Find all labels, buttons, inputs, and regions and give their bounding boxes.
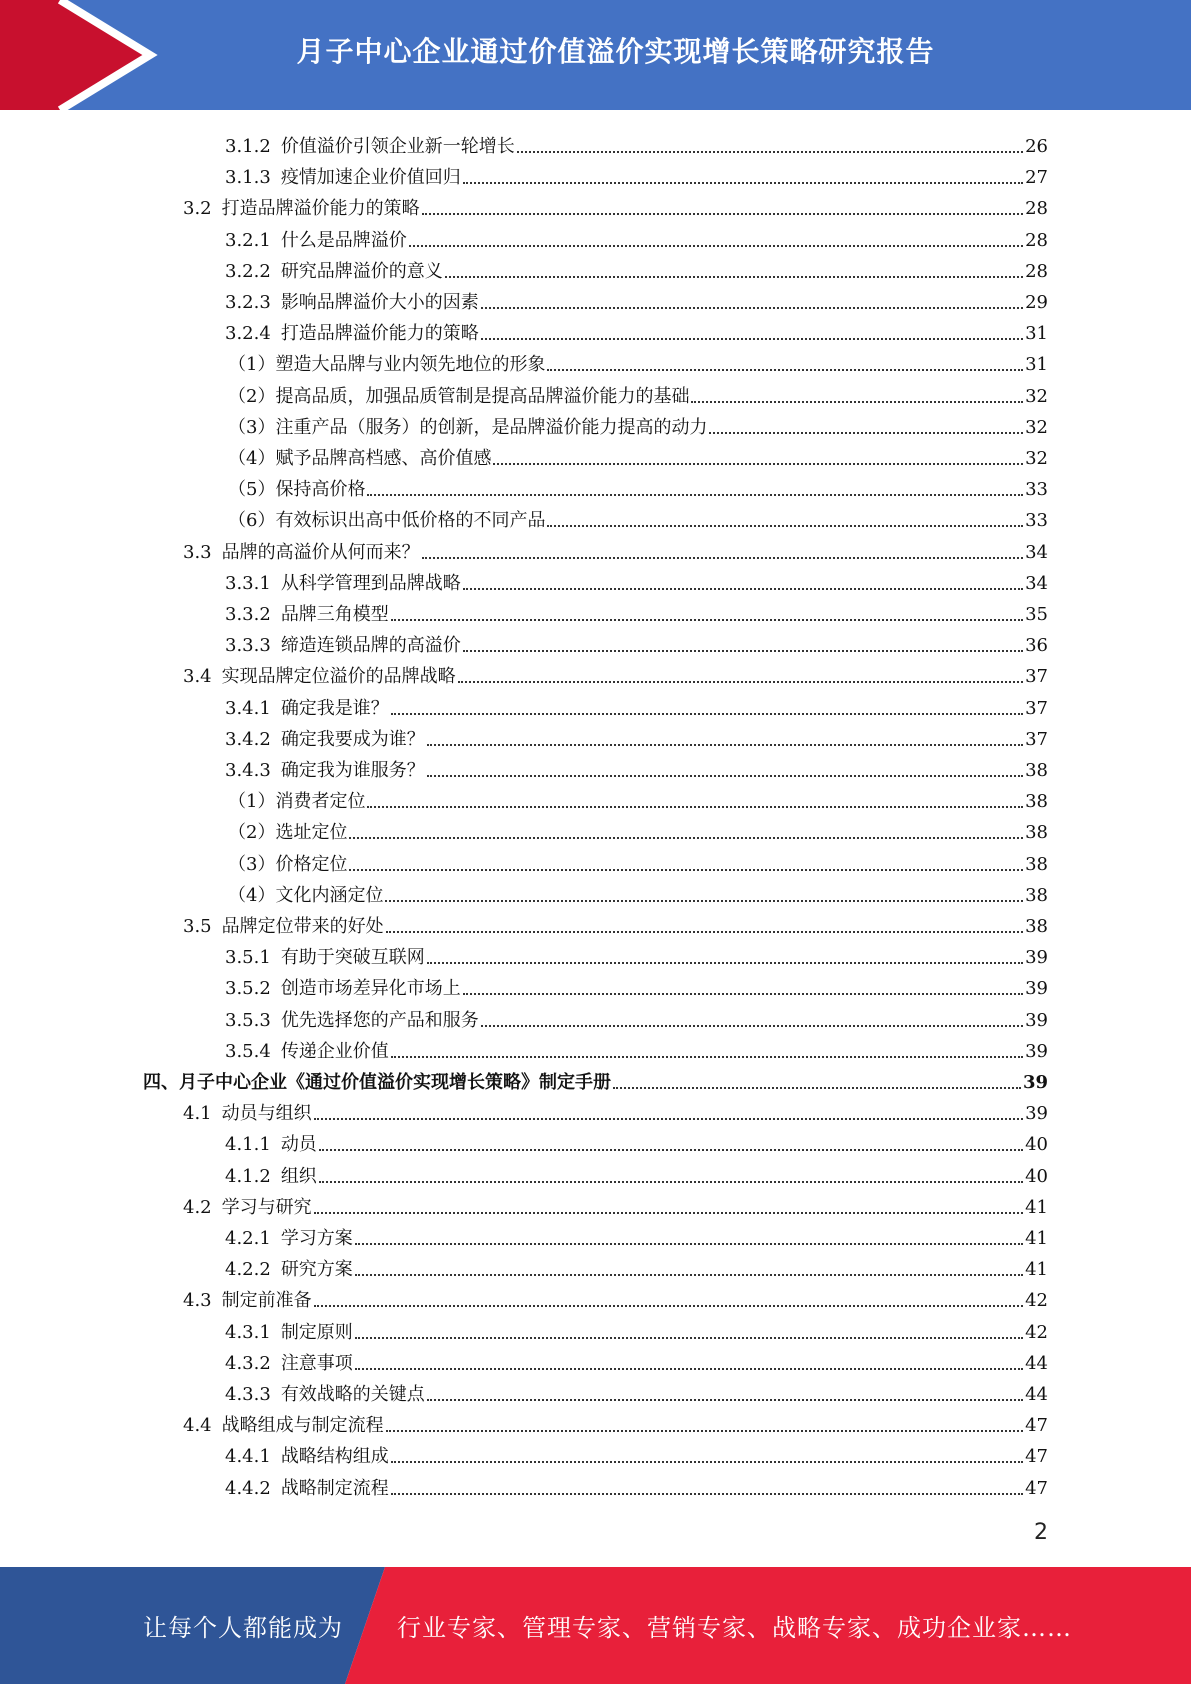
toc-entry-number: 4.1.1 — [225, 1134, 271, 1156]
toc-entry-page: 39 — [1025, 947, 1048, 969]
toc-leader-dots — [355, 1337, 1023, 1339]
toc-entry-number: 4.3.3 — [225, 1384, 271, 1405]
toc-entry[interactable] — [225, 1376, 1048, 1407]
toc-entry-title: 打造品牌溢价能力的策略 — [221, 198, 420, 220]
toc-entry-page: 40 — [1025, 1165, 1048, 1187]
toc-entry-page: 38 — [1025, 760, 1048, 781]
toc-entry-page: 47 — [1025, 1477, 1048, 1499]
toc-entry-page: 38 — [1025, 916, 1048, 937]
toc-entry-number: 4.2 — [183, 1196, 212, 1218]
toc-entry[interactable] — [225, 1314, 1048, 1345]
toc-entry-page: 28 — [1025, 198, 1048, 220]
toc-entry[interactable] — [228, 440, 1048, 471]
toc-entry-number: 3.5.3 — [225, 1009, 271, 1031]
toc-entry-page: 44 — [1025, 1384, 1048, 1405]
toc-entry-page: 34 — [1025, 572, 1048, 594]
toc-entry-page: 28 — [1025, 260, 1048, 282]
page-footer — [0, 1567, 1191, 1684]
toc-entry-title: 注意事项 — [280, 1352, 353, 1374]
toc-leader-dots — [391, 619, 1023, 621]
toc-entry-number: 3.5 — [183, 916, 212, 937]
toc-entry-page: 31 — [1025, 354, 1048, 376]
toc-leader-dots — [319, 1181, 1023, 1183]
footer-slogan-right: 行业专家、管理专家、营销专家、战略专家、成功企业家…… — [397, 1614, 1072, 1642]
toc-leader-dots — [481, 307, 1023, 309]
toc-entry-title: 打造品牌溢价能力的策略 — [280, 323, 479, 345]
toc-leader-dots — [422, 557, 1023, 559]
toc-entry-number: 4.3.1 — [225, 1321, 271, 1343]
toc-entry-title: 创造市场差异化市场上 — [280, 978, 461, 1000]
toc-entry-number: （1） — [228, 354, 276, 376]
toc-entry[interactable] — [228, 409, 1048, 440]
toc-entry-page: 28 — [1025, 229, 1048, 251]
toc-entry[interactable] — [225, 1345, 1048, 1376]
toc-entry[interactable] — [225, 1033, 1048, 1064]
toc-entry-title: 研究品牌溢价的意义 — [280, 260, 443, 282]
toc-entry-page: 34 — [1025, 541, 1048, 563]
toc-entry-title: 有效战略的关键点 — [280, 1384, 425, 1405]
toc-entry-title: 疫情加速企业价值回归 — [280, 167, 461, 189]
toc-leader-dots — [547, 525, 1023, 527]
toc-entry-number: （2） — [228, 822, 276, 844]
toc-leader-dots — [314, 1212, 1023, 1214]
toc-leader-dots — [709, 432, 1023, 434]
toc-entry-title: 确定我为谁服务？ — [280, 760, 425, 781]
toc-entry-number: （4） — [228, 448, 276, 469]
toc-entry[interactable] — [183, 658, 1048, 689]
toc-leader-dots — [367, 806, 1023, 808]
toc-leader-dots — [385, 900, 1023, 902]
toc-entry-number: 3.3.2 — [225, 604, 271, 625]
toc-entry[interactable] — [225, 1251, 1048, 1282]
toc-entry[interactable] — [183, 190, 1048, 221]
toc-entry[interactable] — [225, 721, 1048, 752]
toc-entry-page: 35 — [1025, 604, 1048, 625]
toc-leader-dots — [547, 369, 1023, 371]
toc-entry[interactable] — [225, 752, 1048, 783]
toc-entry[interactable] — [183, 1407, 1048, 1438]
toc-entry-page: 37 — [1025, 697, 1048, 719]
toc-entry-title: 品牌三角模型 — [280, 604, 389, 625]
footer-slogan-left: 让每个人都能成为 — [143, 1614, 343, 1642]
toc-leader-dots — [463, 182, 1023, 184]
toc-entry-title: 战略结构组成 — [280, 1446, 389, 1468]
toc-entry-page: 42 — [1025, 1290, 1048, 1312]
toc-entry[interactable] — [225, 159, 1048, 190]
toc-entry-page: 37 — [1025, 728, 1048, 750]
toc-entry-title: 制定原则 — [280, 1321, 353, 1343]
toc-entry-title: 消费者定位 — [275, 791, 366, 813]
toc-entry-number: 3.1.3 — [225, 167, 271, 189]
toc-entry-number: 4.2.2 — [225, 1259, 271, 1281]
toc-leader-dots — [613, 1087, 1021, 1089]
toc-entry-title: 确定我要成为谁？ — [280, 728, 425, 750]
toc-entry-page: 38 — [1025, 884, 1048, 906]
toc-entry-number: 3.1.2 — [225, 136, 271, 157]
toc-entry-number: 3.4.2 — [225, 728, 271, 750]
toc-entry-title: 优先选择您的产品和服务 — [280, 1009, 479, 1031]
toc-leader-dots — [391, 713, 1023, 715]
toc-entry[interactable] — [225, 565, 1048, 596]
toc-leader-dots — [691, 401, 1023, 403]
toc-entry-title: 战略制定流程 — [280, 1477, 389, 1499]
toc-entry[interactable] — [228, 783, 1048, 814]
toc-entry-title: 四、月子中心企业《通过价值溢价实现增长策略》制定手册 — [143, 1072, 611, 1093]
toc-entry-number: 4.4.2 — [225, 1477, 271, 1499]
toc-entry[interactable] — [225, 284, 1048, 315]
toc-leader-dots — [422, 213, 1023, 215]
toc-leader-dots — [445, 276, 1023, 278]
toc-leader-dots — [349, 869, 1023, 871]
toc-entry-number: 3.4 — [183, 666, 212, 688]
toc-leader-dots — [367, 494, 1023, 496]
toc-leader-dots — [427, 962, 1023, 964]
toc-leader-dots — [458, 681, 1023, 683]
toc-entry[interactable] — [225, 315, 1048, 346]
toc-entry-number: （3） — [228, 416, 276, 438]
toc-entry[interactable] — [225, 1126, 1048, 1157]
toc-entry-number: 3.5.1 — [225, 947, 271, 969]
toc-entry-title: 学习与研究 — [221, 1196, 312, 1218]
toc-entry[interactable] — [225, 1438, 1048, 1469]
toc-entry-page: 38 — [1025, 853, 1048, 875]
toc-entry[interactable] — [183, 1095, 1048, 1126]
toc-entry[interactable] — [228, 502, 1048, 533]
toc-entry[interactable] — [225, 1220, 1048, 1251]
toc-entry-page: 37 — [1025, 666, 1048, 688]
toc-entry[interactable] — [183, 1189, 1048, 1220]
toc-entry-page: 38 — [1025, 822, 1048, 844]
toc-entry[interactable] — [228, 846, 1048, 877]
toc-entry-page: 36 — [1025, 635, 1048, 657]
toc-entry-number: 4.4.1 — [225, 1446, 271, 1468]
toc-entry-page: 44 — [1025, 1352, 1048, 1374]
toc-entry-page: 33 — [1025, 510, 1048, 532]
toc-entry-title: 战略组成与制定流程 — [221, 1415, 384, 1437]
toc-leader-dots — [355, 1368, 1023, 1370]
toc-entry[interactable] — [225, 222, 1048, 253]
toc-leader-dots — [427, 744, 1023, 746]
toc-leader-dots — [355, 1274, 1023, 1276]
toc-entry-page: 39 — [1022, 1072, 1048, 1093]
toc-entry-number: 3.5.4 — [225, 1040, 271, 1062]
toc-entry-number: 3.2.4 — [225, 323, 271, 345]
toc-leader-dots — [391, 1056, 1023, 1058]
toc-entry[interactable] — [143, 1064, 1048, 1095]
toc-entry-page: 47 — [1025, 1446, 1048, 1468]
toc-entry-number: 3.3.3 — [225, 635, 271, 657]
toc-entry-page: 40 — [1025, 1134, 1048, 1156]
toc-entry-title: 赋予品牌高档感、高价值感 — [275, 448, 492, 469]
toc-entry-title: 塑造大品牌与业内领先地位的形象 — [275, 354, 546, 376]
toc-entry-title: 学习方案 — [280, 1228, 353, 1249]
toc-entry-title: 有助于突破互联网 — [280, 947, 425, 969]
toc-entry-number: 3.2.3 — [225, 292, 271, 313]
toc-leader-dots — [314, 1118, 1023, 1120]
toc-entry-number: 4.1 — [183, 1103, 212, 1125]
toc-entry[interactable] — [228, 877, 1048, 908]
toc-entry[interactable] — [228, 346, 1048, 377]
toc-entry-page: 41 — [1025, 1228, 1048, 1249]
toc-entry-page: 39 — [1025, 1040, 1048, 1062]
toc-leader-dots — [391, 1461, 1023, 1463]
toc-entry-title: 组织 — [280, 1165, 317, 1187]
toc-entry-page: 32 — [1025, 385, 1048, 407]
toc-entry-number: 3.3.1 — [225, 572, 271, 594]
toc-entry-title: 研究方案 — [280, 1259, 353, 1281]
toc-entry-title: 传递企业价值 — [280, 1040, 389, 1062]
toc-entry-number: 3.2.2 — [225, 260, 271, 282]
toc-entry-number: 4.3.2 — [225, 1352, 271, 1374]
toc-entry-title: 文化内涵定位 — [275, 884, 384, 906]
toc-entry-page: 39 — [1025, 1009, 1048, 1031]
report-title: 月子中心企业通过价值溢价实现增长策略研究报告 — [296, 35, 935, 68]
page-header — [0, 0, 1191, 110]
toc-leader-dots — [349, 837, 1023, 839]
toc-entry[interactable] — [183, 1282, 1048, 1313]
toc-entry-title: 保持高价格 — [275, 479, 366, 501]
toc-leader-dots — [386, 931, 1023, 933]
toc-entry-page: 38 — [1025, 791, 1048, 813]
toc-leader-dots — [481, 1025, 1023, 1027]
toc-entry-page: 26 — [1025, 136, 1048, 157]
toc-entry[interactable] — [225, 690, 1048, 721]
toc-entry-title: 价格定位 — [275, 853, 348, 875]
toc-entry-title: 缔造连锁品牌的高溢价 — [280, 635, 461, 657]
toc-entry[interactable] — [228, 471, 1048, 502]
toc-entry-number: 3.3 — [183, 541, 212, 563]
toc-entry-number: （3） — [228, 853, 276, 875]
toc-entry-page: 32 — [1025, 416, 1048, 438]
toc-entry-number: 4.1.2 — [225, 1165, 271, 1187]
toc-leader-dots — [314, 1305, 1023, 1307]
toc-entry-title: 制定前准备 — [221, 1290, 312, 1312]
toc-entry-page: 32 — [1025, 448, 1048, 469]
toc-entry-title: 实现品牌定位溢价的品牌战略 — [221, 666, 456, 688]
toc-entry-page: 31 — [1025, 323, 1048, 345]
toc-entry[interactable] — [228, 814, 1048, 845]
toc-entry-number: 4.2.1 — [225, 1228, 271, 1249]
toc-entry[interactable] — [225, 1158, 1048, 1189]
toc-leader-dots — [427, 1399, 1023, 1401]
toc-entry[interactable] — [225, 596, 1048, 627]
toc-entry-page: 41 — [1025, 1196, 1048, 1218]
toc-leader-dots — [517, 151, 1023, 153]
toc-entry-page: 47 — [1025, 1415, 1048, 1437]
toc-leader-dots — [463, 650, 1023, 652]
toc-leader-dots — [319, 1149, 1023, 1151]
toc-entry-number: 4.3 — [183, 1290, 212, 1312]
toc-entry-title: 从科学管理到品牌战略 — [280, 572, 461, 594]
toc-entry-number: 3.5.2 — [225, 978, 271, 1000]
toc-entry-number: （1） — [228, 791, 276, 813]
toc-leader-dots — [481, 338, 1023, 340]
toc-leader-dots — [409, 245, 1023, 247]
toc-entry-number: 3.4.1 — [225, 697, 271, 719]
toc-leader-dots — [427, 775, 1023, 777]
toc-leader-dots — [355, 1243, 1023, 1245]
toc-entry[interactable] — [183, 534, 1048, 565]
toc-entry-title: 什么是品牌溢价 — [280, 229, 407, 251]
toc-entry-number: （2） — [228, 385, 276, 407]
toc-leader-dots — [391, 1493, 1023, 1495]
toc-entry-title: 动员与组织 — [221, 1103, 312, 1125]
toc-entry-page: 39 — [1025, 978, 1048, 1000]
toc-entry-page: 42 — [1025, 1321, 1048, 1343]
toc-entry[interactable] — [225, 1470, 1048, 1501]
toc-entry-number: （6） — [228, 510, 276, 532]
toc-entry[interactable] — [225, 1002, 1048, 1033]
toc-entry-number: 3.2 — [183, 198, 212, 220]
toc-entry[interactable] — [225, 627, 1048, 658]
toc-entry-number: 4.4 — [183, 1415, 212, 1437]
toc-leader-dots — [493, 463, 1023, 465]
toc-entry-title: 注重产品（服务）的创新，是品牌溢价能力提高的动力 — [275, 416, 708, 438]
toc-entry-page: 41 — [1025, 1259, 1048, 1281]
toc-entry[interactable] — [183, 908, 1048, 939]
toc-entry-title: 品牌定位带来的好处 — [221, 916, 384, 937]
toc-entry-page: 33 — [1025, 479, 1048, 501]
toc-entry[interactable] — [225, 939, 1048, 970]
toc-entry[interactable] — [225, 970, 1048, 1001]
toc-entry-title: 动员 — [280, 1134, 317, 1156]
page-number: 2 — [1034, 1520, 1048, 1545]
toc-entry-page: 29 — [1025, 292, 1048, 313]
toc-entry-number: 3.4.3 — [225, 760, 271, 781]
toc-leader-dots — [463, 993, 1023, 995]
toc-entry[interactable] — [225, 253, 1048, 284]
toc-entry-title: 提高品质，加强品质管制是提高品牌溢价能力的基础 — [275, 385, 690, 407]
toc-leader-dots — [463, 588, 1023, 590]
toc-entry-title: 影响品牌溢价大小的因素 — [280, 292, 479, 313]
toc-entry-number: （4） — [228, 884, 276, 906]
toc-leader-dots — [386, 1430, 1023, 1432]
toc-entry-page: 39 — [1025, 1103, 1048, 1125]
toc-entry-title: 品牌的高溢价从何而来？ — [221, 541, 420, 563]
toc-entry[interactable] — [228, 378, 1048, 409]
toc-entry-title: 价值溢价引领企业新一轮增长 — [280, 136, 515, 157]
toc-entry-page: 27 — [1025, 167, 1048, 189]
toc-entry-number: （5） — [228, 479, 276, 501]
toc-entry[interactable] — [225, 128, 1048, 159]
toc-entry-title: 确定我是谁？ — [280, 697, 389, 719]
toc-entry-number: 3.2.1 — [225, 229, 271, 251]
toc-entry-title: 有效标识出高中低价格的不同产品 — [275, 510, 546, 532]
toc-entry-title: 选址定位 — [275, 822, 348, 844]
